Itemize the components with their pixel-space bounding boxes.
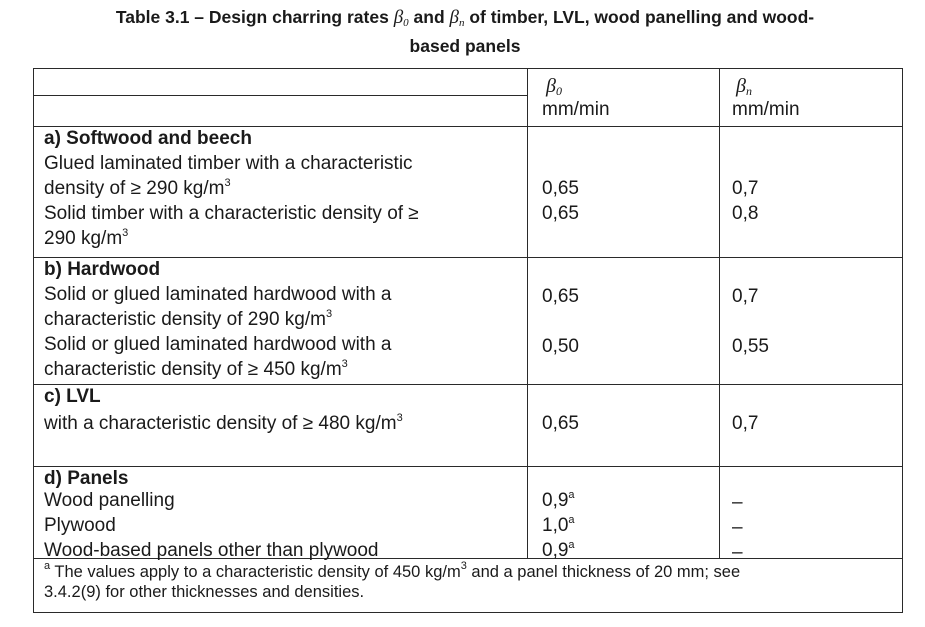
beta-0-value: 0,65 xyxy=(542,178,579,199)
row-label: Wood-based panels other than plywood xyxy=(44,540,379,561)
row-label: Solid timber with a characteristic density of ≥ xyxy=(44,203,419,224)
row-label: Glued laminated timber with a characteristic xyxy=(44,153,413,174)
beta-0-value: 0,65 xyxy=(542,203,579,224)
row-divider xyxy=(34,384,902,385)
beta-n-value: – xyxy=(732,492,743,513)
row-divider xyxy=(34,257,902,258)
beta-n-value: 0,55 xyxy=(732,336,769,357)
section-heading-softwood: a) Softwood and beech xyxy=(44,128,252,149)
charring-rates-table xyxy=(33,68,903,613)
row-label: Plywood xyxy=(44,515,116,536)
header-beta-n-unit: mm/min xyxy=(732,99,800,120)
beta-0-value: 0,9$^a$ xyxy=(542,489,575,511)
footnote-line-2: 3.4.2(9) for other thicknesses and densities. xyxy=(44,583,365,601)
beta-n-value: – xyxy=(732,542,743,563)
beta-0-value: 0,50 xyxy=(542,336,579,357)
beta-0-value: 0,65 xyxy=(542,286,579,307)
beta-0-value: 1,0$^a$ xyxy=(542,514,575,536)
beta-n-symbol: $\beta_n$ xyxy=(449,7,465,29)
beta-n-value: 0,7 xyxy=(732,413,759,434)
row-label: density of ≥ 290 $kg/m^3$ xyxy=(44,177,231,199)
beta-n-value: 0,7 xyxy=(732,178,759,199)
footnote-line-1: $^a$ The values apply to a characteristic density of 450 $kg/m^3$ and a panel thickness of 20 mm; see xyxy=(44,560,741,581)
beta-n-value: – xyxy=(732,517,743,538)
column-divider-2 xyxy=(719,69,720,558)
row-label: Wood panelling xyxy=(44,490,175,511)
row-label: Solid or glued laminated hardwood with a xyxy=(44,284,392,305)
row-label: characteristic density of ≥ 450 $kg/m^3$ xyxy=(44,358,348,380)
row-divider xyxy=(34,466,902,467)
header-beta-0-unit: mm/min xyxy=(542,99,610,120)
column-divider-1 xyxy=(527,69,528,558)
section-heading-hardwood: b) Hardwood xyxy=(44,259,161,280)
row-divider xyxy=(34,95,527,96)
beta-n-value: 0,8 xyxy=(732,203,759,224)
header-beta-0: $\beta_0$ xyxy=(546,75,562,98)
beta-0-value: 0,9$^a$ xyxy=(542,539,575,561)
row-label: 290 $kg/m^3$ xyxy=(44,227,129,249)
table-caption-line-2: based panels xyxy=(409,36,521,56)
row-label: with a characteristic density of ≥ 480 $kg/m^3$ xyxy=(44,412,403,434)
beta-n-value: 0,7 xyxy=(732,286,759,307)
table-caption-line-1: Table 3.1 – Design charring rates $\beta_0$ and $\beta_n$ of timber, LVL, wood panelling and wood- xyxy=(115,7,815,29)
row-label: Solid or glued laminated hardwood with a xyxy=(44,334,392,355)
header-beta-n: $\beta_n$ xyxy=(736,75,752,98)
table-caption xyxy=(20,6,910,58)
beta-0-symbol: $\beta_0$ xyxy=(393,7,409,29)
section-heading-lvl: c) LVL xyxy=(44,386,101,407)
row-label: characteristic density of 290 $kg/m^3$ xyxy=(44,308,333,330)
section-heading-panels: d) Panels xyxy=(44,468,129,489)
table-footnote xyxy=(44,562,894,602)
beta-0-value: 0,65 xyxy=(542,413,579,434)
